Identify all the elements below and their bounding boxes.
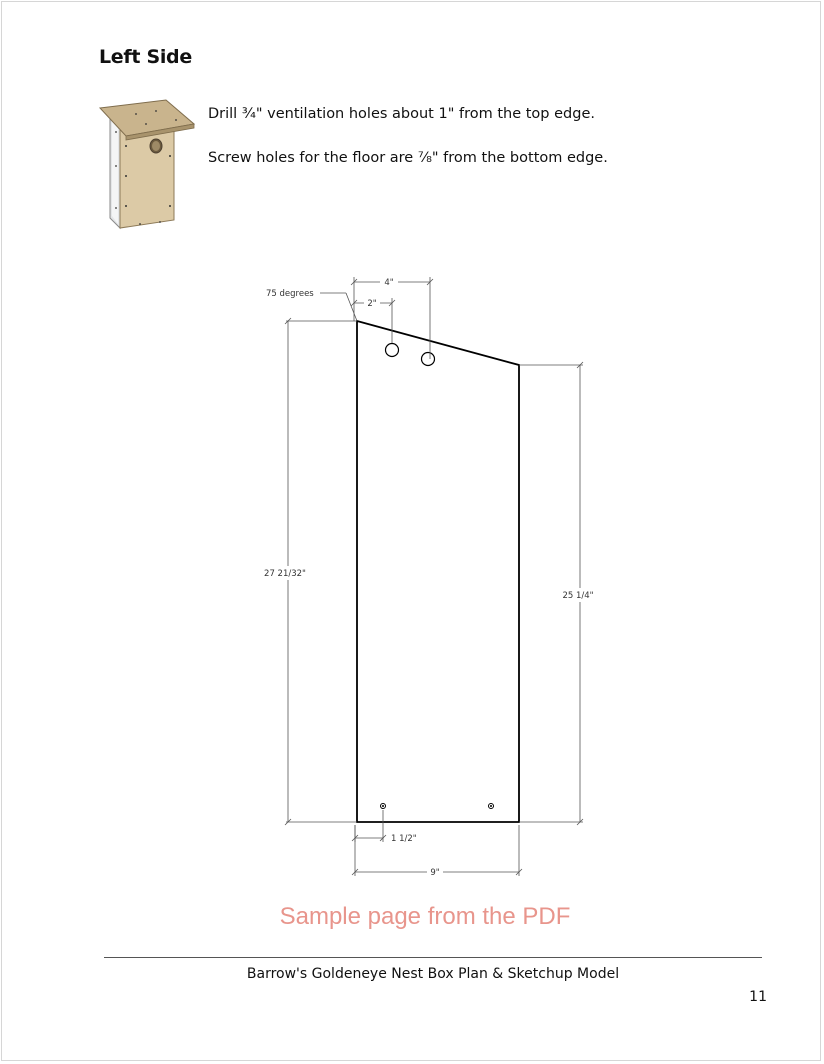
instruction-floor-screw-holes: Screw holes for the floor are ⅞" from the bottom edge. [208, 150, 608, 166]
dim-label-top-outer: 4" [384, 278, 394, 288]
page-title: Left Side [99, 46, 192, 68]
dim-label-top-inner: 2" [367, 299, 377, 309]
floor-screw-hole-1 [381, 804, 386, 809]
left-side-panel-outline [357, 321, 519, 822]
page-number: 11 [749, 989, 767, 1005]
dim-label-right-height: 25 1/4" [562, 591, 594, 601]
dim-label-bottom-width: 9" [430, 868, 440, 878]
ventilation-hole-1 [386, 344, 399, 357]
footer-title: Barrow's Goldeneye Nest Box Plan & Sketchup Model [246, 966, 620, 982]
ventilation-hole-2 [422, 353, 435, 366]
dim-label-bottom-offset: 1 1/2" [391, 834, 417, 844]
instruction-ventilation-holes: Drill ¾" ventilation holes about 1" from the top edge. [208, 106, 595, 122]
angle-label: 75 degrees [266, 289, 314, 299]
floor-screw-hole-2 [489, 804, 494, 809]
dim-label-left-height: 27 21/32" [264, 569, 306, 579]
sample-watermark: Sample page from the PDF [279, 903, 571, 930]
footer-divider [104, 957, 762, 958]
